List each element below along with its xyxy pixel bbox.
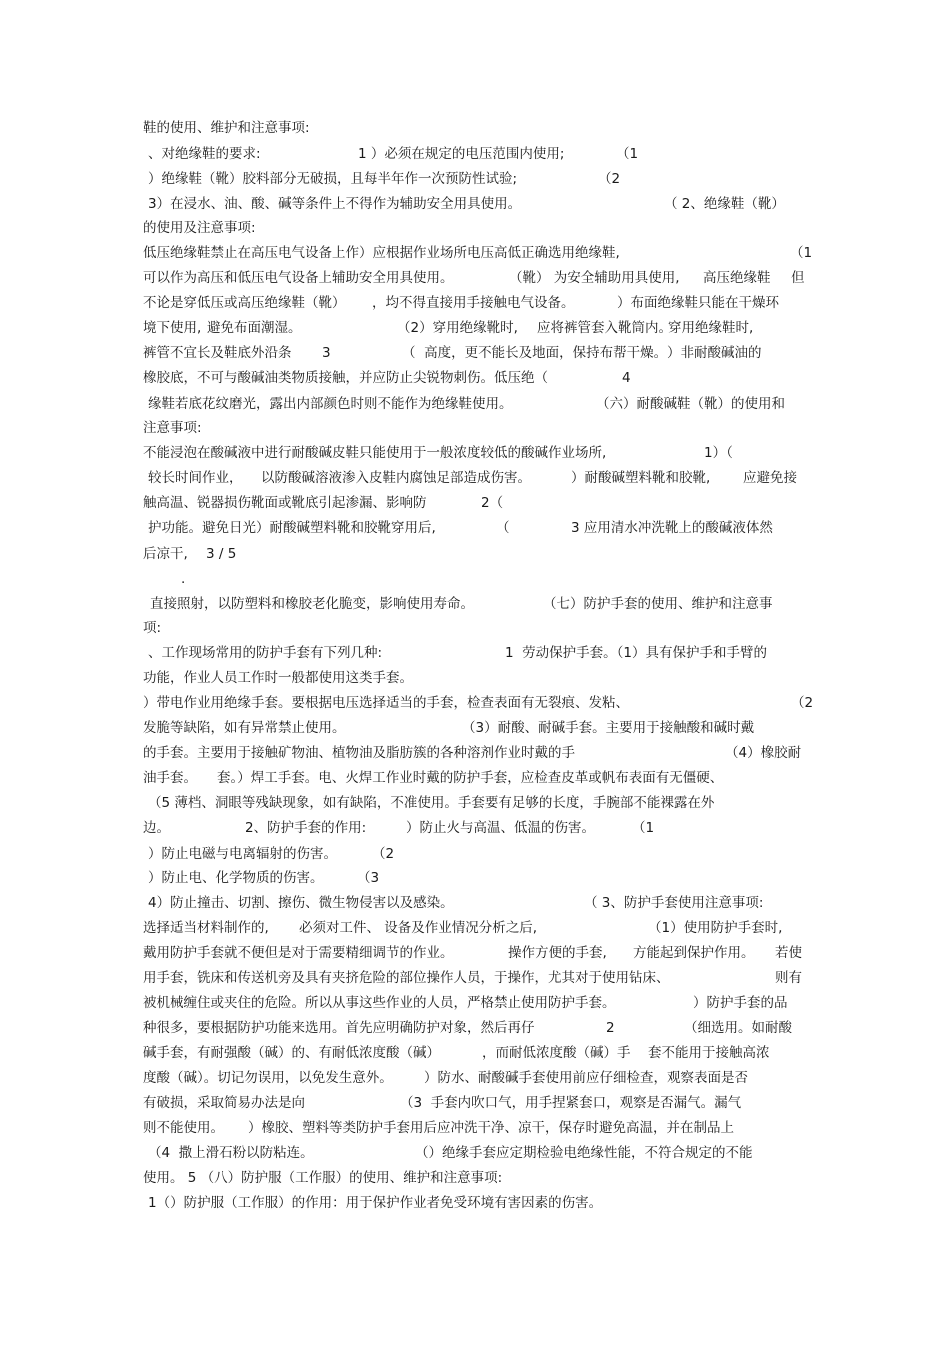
text-segment: （2）穿用绝缘靴时,: [397, 320, 518, 336]
text-segment: 边。: [143, 820, 170, 836]
text-segment: （3 手套内吹口气，用手捏紧套口，观察是否漏气。漏气: [400, 1095, 742, 1111]
text-segment: 、对绝缘鞋的要求:: [148, 146, 261, 162]
text-segment: 套。）焊工手套。电、火焊工作业时戴的防护手套，应检查皮革或帆布表面有无僵硬、: [217, 770, 724, 786]
text-segment: 3 应用清水冲洗靴上的酸碱液体然: [571, 520, 773, 536]
text-segment: ）防止火与高温、低温的伤害。: [406, 820, 595, 836]
text-segment: 用手套，铣床和传送机旁及具有夹挤危险的部位操作人员，于操作，尤其对于使用钻床、: [143, 970, 670, 986]
text-segment: （3）耐酸、耐碱手套。主要用于接触酸和碱时戴: [462, 720, 755, 736]
text-segment: 1 ）必须在规定的电压范围内使用;: [358, 146, 565, 162]
text-segment: 使用。 5 （八）防护服（工作服）的使用、维护和注意事项:: [143, 1170, 503, 1186]
text-segment: （ 高度，更不能长及地面，保持布帮干燥。: [402, 345, 668, 361]
text-segment: （3: [357, 870, 380, 886]
text-segment: 则有: [775, 970, 802, 986]
text-segment: （靴） 为安全辅助用具使用,: [509, 270, 680, 286]
text-segment: 2（: [481, 495, 504, 511]
text-segment: 1 劳动保护手套。（1）具有保护手和手臂的: [505, 645, 768, 661]
text-segment: 种很多，要根据防护功能来选用。首先应明确防护对象，然后再仔: [143, 1020, 535, 1036]
text-segment: 裤管不宜长及鞋底外沿条: [143, 345, 292, 361]
text-segment: （六）耐酸碱鞋（靴）的使用和: [596, 396, 785, 412]
text-segment: 直接照射，以防塑料和橡胶老化脆变，影响使用寿命。: [150, 596, 474, 612]
text-segment: 4）防止撞击、切割、擦伤、微生物侵害以及感染。: [148, 895, 454, 911]
text-segment: 应将裤管套入靴筒内。: [537, 320, 672, 336]
text-segment: 戴用防护手套就不便但是对于需要精细调节的作业。: [143, 945, 454, 961]
text-segment: 避免布面潮湿。: [207, 320, 302, 336]
text-segment: ）防止电磁与电离辐射的伤害。: [148, 846, 337, 862]
text-segment: ，而耐低浓度酸（碱）手: [482, 1045, 631, 1061]
text-segment: 则不能使用。: [143, 1120, 224, 1136]
text-segment: 度酸（碱）。切记勿误用，以免发生意外。: [143, 1070, 393, 1086]
text-segment: 境下使用,: [143, 320, 202, 336]
text-segment: 、工作现场常用的防护手套有下列几种:: [148, 645, 383, 661]
text-segment: 较长时间作业，: [148, 470, 243, 486]
text-segment: （4 撒上滑石粉以防粘连。: [148, 1145, 314, 1161]
text-segment: （1: [616, 146, 639, 162]
text-segment: 方能起到保护作用。: [633, 945, 755, 961]
text-segment: 油手套。: [143, 770, 197, 786]
text-segment: 穿用绝缘鞋时,: [668, 320, 754, 336]
text-segment: ，均不得直接用手接触电气设备。: [372, 295, 575, 311]
text-segment: 1（）防护服（工作服）的作用：用于保护作业者免受环境有害因素的伤害。: [148, 1195, 603, 1211]
text-segment: 以防酸碱溶液渗入皮鞋内腐蚀足部造成伤害。: [261, 470, 531, 486]
text-segment: （1: [632, 820, 655, 836]
text-segment: 鞋的使用、维护和注意事项:: [143, 120, 310, 136]
text-segment: 操作方便的手套,: [508, 945, 607, 961]
text-segment: ）带电作业用绝缘手套。要根据电压选择适当的手套，检查表面有无裂痕、发粘、: [143, 695, 629, 711]
text-segment: 橡胶底，不可与酸碱油类物质接触，并应防止尖锐物刺伤。低压绝（: [143, 370, 548, 386]
text-segment: ）布面绝缘鞋只能在干燥环: [617, 295, 779, 311]
text-segment: 3: [322, 345, 331, 361]
text-segment: 护功能。避免日光）耐酸碱塑料靴和胶靴穿用后,: [148, 520, 436, 536]
text-segment: 发脆等缺陷，如有异常禁止使用。: [143, 720, 346, 736]
text-segment: 但: [791, 270, 805, 286]
text-segment: （2: [791, 695, 814, 711]
text-segment: 有破损，采取简易办法是向: [143, 1095, 305, 1111]
text-segment: （5 薄档、洞眼等残缺现象，如有缺陷，不准使用。手套要有足够的长度，手腕部不能裸露在外: [148, 795, 715, 811]
text-segment: 1）（: [704, 445, 733, 461]
text-segment: （1: [790, 245, 813, 261]
text-segment: 可以作为高压和低压电气设备上辅助安全用具使用。: [143, 270, 454, 286]
text-segment: 4: [622, 370, 631, 386]
text-segment: 的手套。主要用于接触矿物油、植物油及脂肪簇的各种溶剂作业时戴的手: [143, 745, 575, 761]
text-segment: （1）使用防护手套时,: [648, 920, 783, 936]
text-segment: 的使用及注意事项:: [143, 220, 256, 236]
text-segment: 触高温、锐器损伤靴面或靴底引起渗漏、影响防: [143, 495, 427, 511]
text-segment: 被机械缠住或夹住的危险。所以从事这些作业的人员，严格禁止使用防护手套。: [143, 995, 616, 1011]
text-segment: 高压绝缘鞋: [703, 270, 771, 286]
text-segment: ）防护手套的品: [693, 995, 788, 1011]
text-segment: （七）防护手套的使用、维护和注意事: [543, 596, 773, 612]
text-segment: ）防止电、化学物质的伤害。: [148, 870, 324, 886]
text-segment: ）橡胶、塑料等类防护手套用后应冲洗干净、凉干，保存时避免高温，并在制品上: [248, 1120, 734, 1136]
text-segment: （）绝缘手套应定期检验电绝缘性能，不符合规定的不能: [415, 1145, 753, 1161]
text-segment: （2: [372, 846, 395, 862]
text-segment: （: [496, 520, 510, 536]
text-segment: （ 3、防护手套使用注意事项:: [584, 895, 764, 911]
text-segment: 套不能用于接触高浓: [648, 1045, 770, 1061]
text-segment: ）非耐酸碱油的: [667, 345, 762, 361]
text-segment: （4）橡胶耐: [725, 745, 802, 761]
text-segment: 碱手套，有耐强酸（碱）的、有耐低浓度酸（碱）: [143, 1045, 440, 1061]
text-segment: 2: [606, 1020, 615, 1036]
text-segment: .: [181, 571, 186, 587]
text-segment: （细选用。如耐酸: [684, 1020, 792, 1036]
text-segment: 若使: [775, 945, 802, 961]
text-segment: 低压绝缘鞋禁止在高压电气设备上作）应根据作业场所电压高低正确选用绝缘鞋,: [143, 245, 620, 261]
text-segment: 不论是穿低压或高压绝缘鞋（靴）: [143, 295, 346, 311]
text-segment: 2、防护手套的作用:: [245, 820, 367, 836]
text-segment: 注意事项:: [143, 420, 202, 436]
text-segment: 后凉干,: [143, 546, 188, 562]
text-segment: 3 / 5: [206, 546, 237, 562]
text-segment: 不能浸泡在酸碱液中进行耐酸碱皮鞋只能使用于一般浓度较低的酸碱作业场所,: [143, 445, 607, 461]
text-segment: ）耐酸碱塑料靴和胶靴,: [571, 470, 711, 486]
text-segment: 选择适当材料制作的,: [143, 920, 269, 936]
text-segment: 必须对工件、 设备及作业情况分析之后,: [299, 920, 538, 936]
text-segment: 功能，作业人员工作时一般都使用这类手套。: [143, 670, 413, 686]
text-segment: 缘鞋若底花纹磨光，露出内部颜色时则不能作为绝缘鞋使用。: [148, 396, 513, 412]
text-segment: 应避免接: [743, 470, 797, 486]
text-segment: 项:: [143, 620, 162, 636]
text-segment: （2: [598, 171, 621, 187]
text-segment: （ 2、绝缘鞋（靴）: [664, 196, 785, 212]
text-segment: 3）在浸水、油、酸、碱等条件上不得作为辅助安全用具使用。: [148, 196, 522, 212]
text-segment: ）防水、耐酸碱手套使用前应仔细检查，观察表面是否: [424, 1070, 748, 1086]
text-segment: ）绝缘鞋（靴）胶料部分无破损，且每半年作一次预防性试验;: [148, 171, 518, 187]
